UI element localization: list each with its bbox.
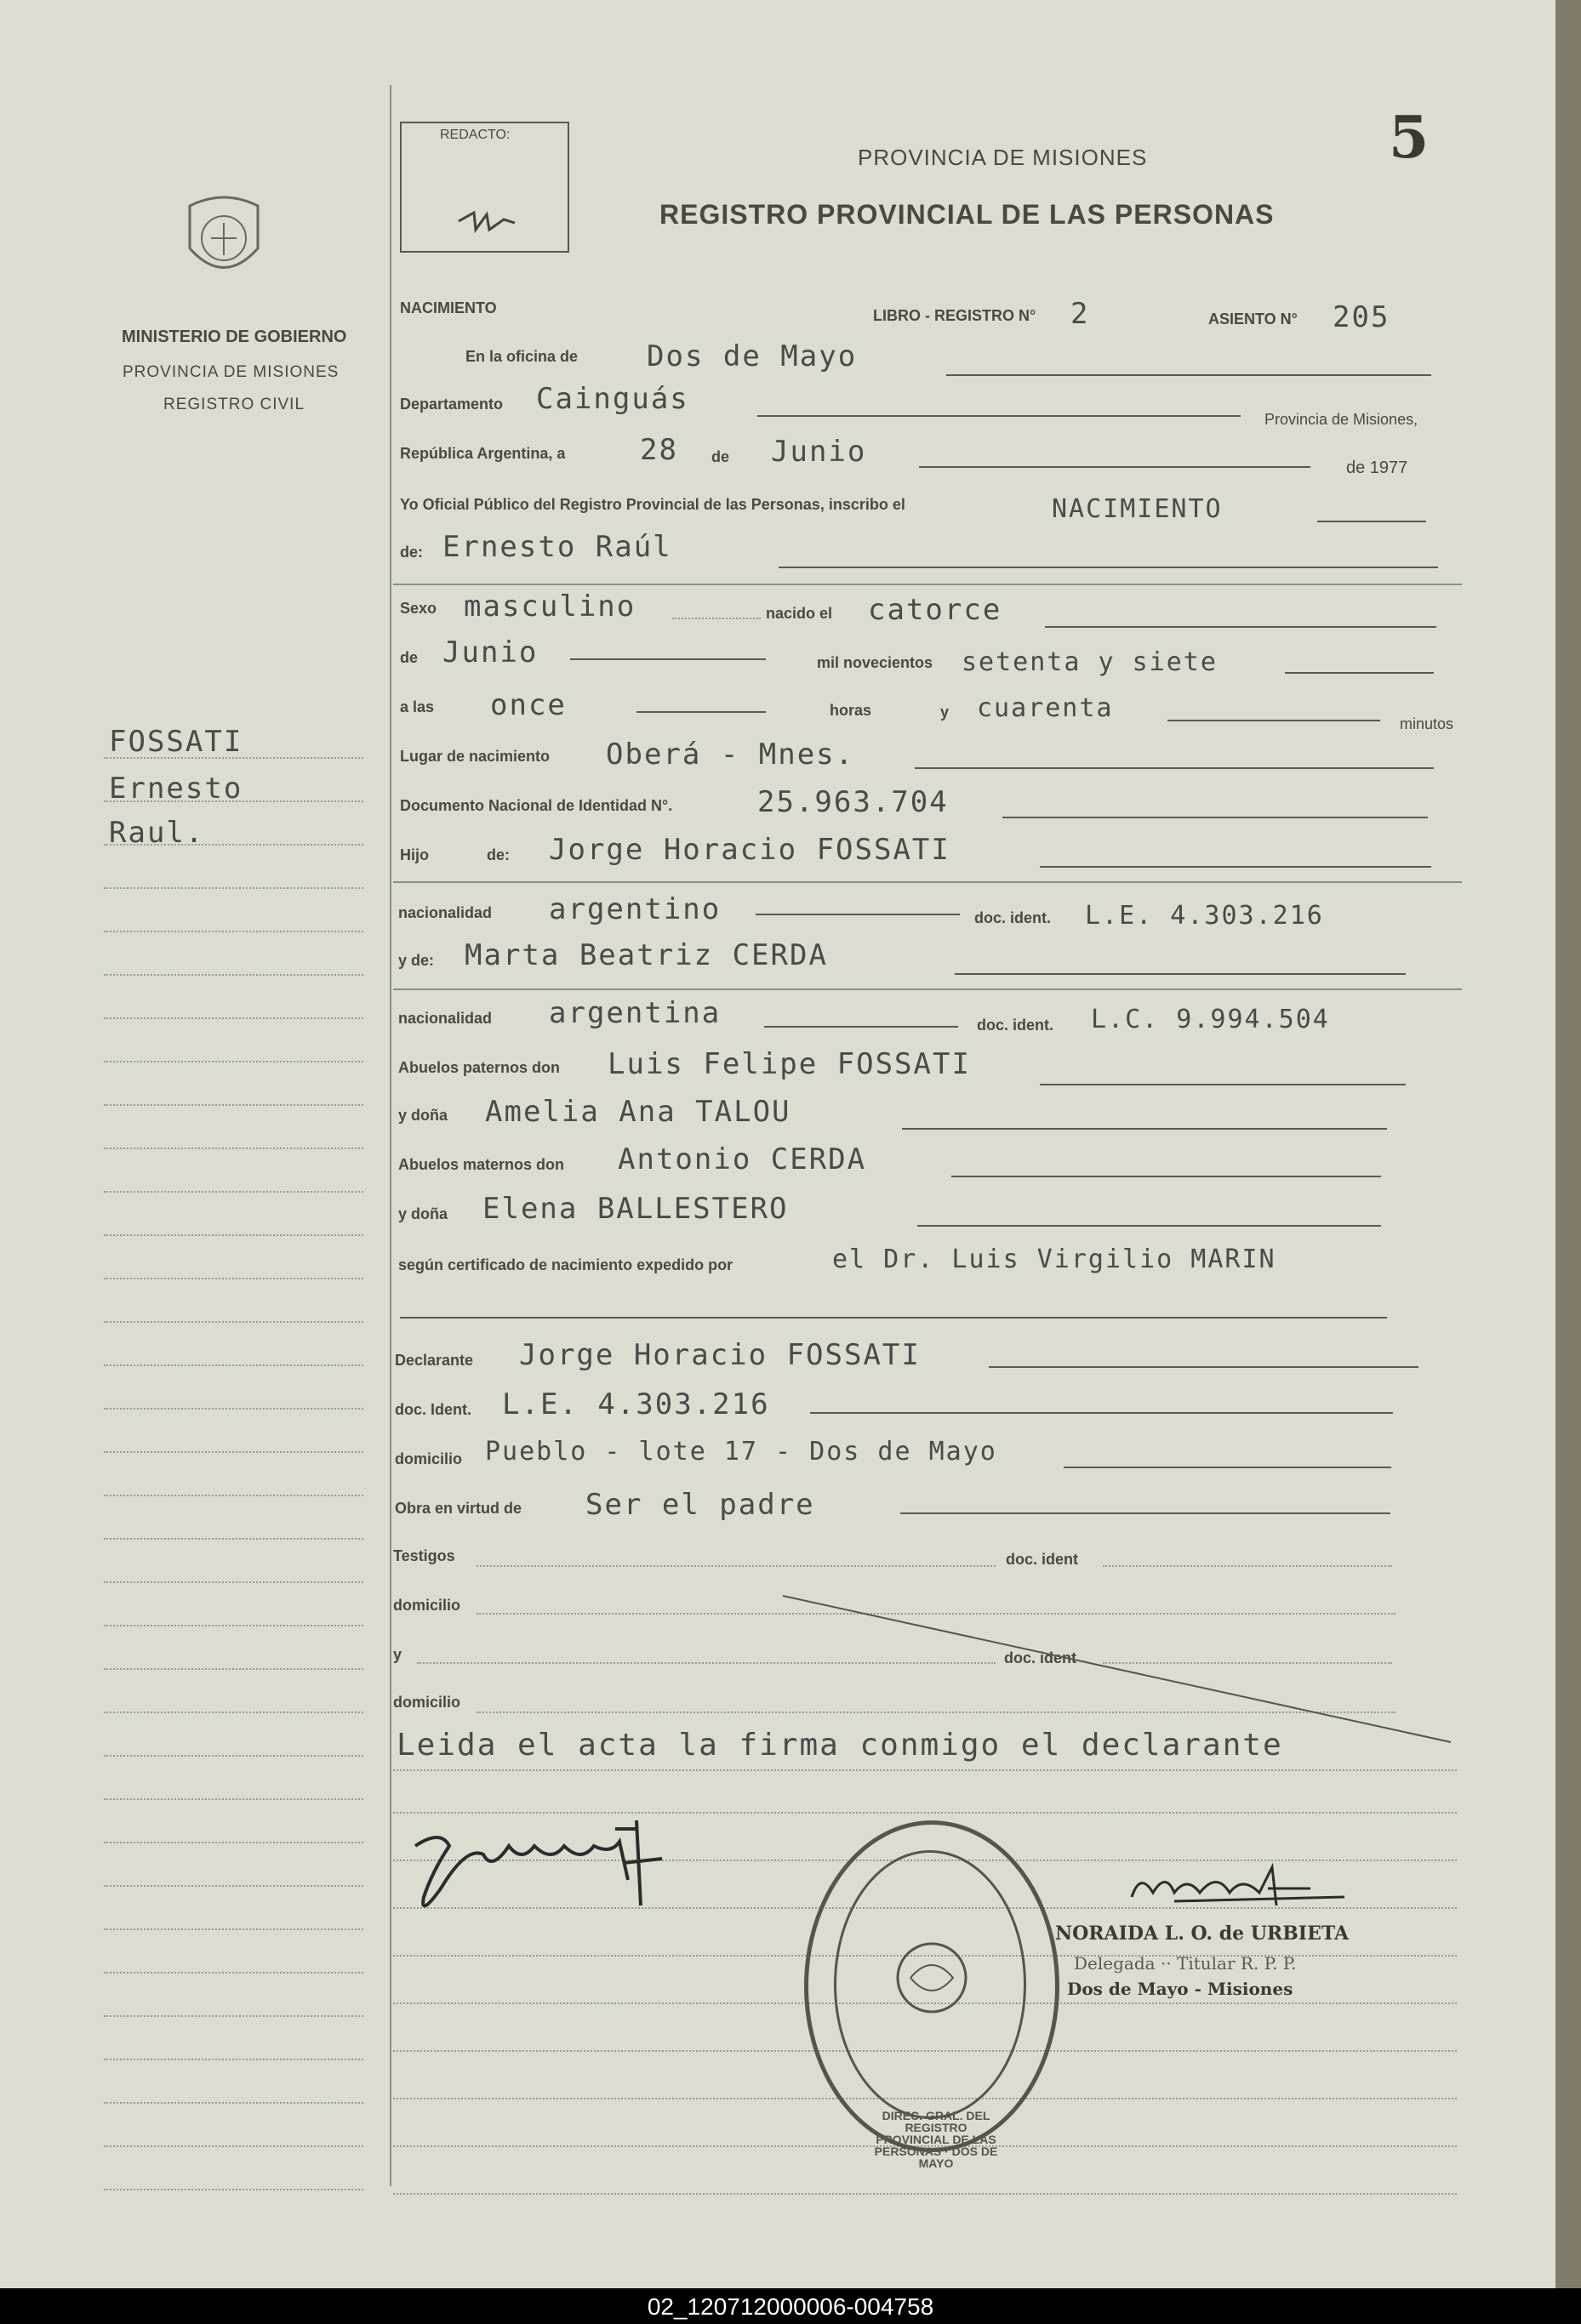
left-ruled-line [104, 1798, 363, 1800]
hijo-label: Hijo [400, 846, 429, 863]
obra-label: Obra en virtud de [395, 1500, 522, 1517]
left-ruled-line [104, 1712, 363, 1713]
declarant-signature-icon [407, 1812, 696, 1922]
testigos-label: Testigos [393, 1547, 455, 1564]
lugar-value: Oberá - Mnes. [606, 738, 855, 772]
ab-mat-value: Antonio CERDA [618, 1142, 867, 1176]
madre-nac-value: argentina [549, 996, 722, 1030]
testigos-domicilio-label-2: domicilio [393, 1694, 461, 1711]
page-edge [1555, 0, 1581, 2288]
strike-line [783, 1592, 1455, 1746]
dni-value: 25.963.704 [757, 785, 949, 819]
lugar-label: Lugar de nacimiento [400, 748, 551, 765]
leida-text: Leida el acta la firma conmigo el declarante [397, 1728, 1283, 1763]
official-name: NORAIDA L. O. de URBIETA [1055, 1922, 1350, 1945]
padre-doc-label: doc. ident. [974, 909, 1051, 926]
testigos-doc-label-2: doc. ident [1004, 1649, 1076, 1666]
padre-value: Jorge Horacio FOSSATI [549, 833, 950, 867]
footer-id: 02_120712000006-004758 [647, 2293, 934, 2320]
left-ruled-line [104, 1581, 363, 1583]
sexo-label: Sexo [400, 600, 437, 617]
left-ruled-line [104, 1842, 363, 1843]
left-ruled-line [104, 1451, 363, 1453]
left-ruled-line [104, 1495, 363, 1496]
asiento-value: 205 [1333, 300, 1390, 334]
asiento-label: ASIENTO N° [1208, 310, 1298, 328]
declarante-value: Jorge Horacio FOSSATI [519, 1338, 921, 1372]
libro-label: LIBRO - REGISTRO N° [873, 307, 1036, 324]
testigos-domicilio-label-1: domicilio [393, 1597, 461, 1614]
y-label: y [940, 703, 950, 721]
left-ruled-line [104, 1017, 363, 1019]
redacto-box [400, 122, 569, 253]
anio-nac-value: setenta y siete [962, 647, 1218, 677]
oficina-label: En la oficina de [465, 348, 579, 365]
left-ruled-line [104, 2059, 363, 2060]
y-dona-label-2: y doña [398, 1205, 448, 1222]
declarante-label: Declarante [395, 1352, 474, 1369]
province-crest-icon [177, 189, 271, 291]
left-ruled-line [104, 1668, 363, 1670]
margin-rule [390, 85, 391, 2186]
lower-ruled-line [393, 2193, 1457, 2195]
y-de-label: y de: [398, 952, 435, 969]
ab-mat-m-value: Elena BALLESTERO [482, 1192, 789, 1226]
domicilio-label: domicilio [395, 1450, 463, 1467]
segun-value: el Dr. Luis Virgilio MARIN [832, 1245, 1276, 1274]
oficina-value: Dos de Mayo [647, 339, 858, 373]
left-ruled-line [104, 1191, 363, 1193]
left-ruled-line [104, 1928, 363, 1930]
left-ruled-line [104, 1408, 363, 1410]
a-las-label: a las [400, 698, 435, 715]
left-ruled-line [104, 1364, 363, 1366]
departamento-value: Cainguás [536, 382, 689, 416]
padre-nac-label: nacionalidad [398, 904, 493, 921]
margin-firstname: Ernesto [109, 772, 243, 806]
dia-value: 28 [640, 433, 678, 467]
redacto-label: REDACTO: [440, 128, 511, 142]
official-signature-icon [1123, 1854, 1353, 1922]
departamento-label: Departamento [400, 396, 504, 413]
left-ruled-line [104, 1104, 363, 1106]
de-mes-label: de [400, 649, 419, 666]
madre-doc-label: doc. ident. [977, 1017, 1053, 1034]
record-type: NACIMIENTO [400, 299, 497, 316]
left-ruled-line [104, 2189, 363, 2190]
left-ruled-line [104, 1321, 363, 1323]
hora-value: once [490, 688, 567, 722]
header-province: PROVINCIA DE MISIONES [858, 145, 1148, 170]
header-registry: REGISTRO PROVINCIAL DE LAS PERSONAS [659, 199, 1275, 230]
obra-value: Ser el padre [585, 1488, 815, 1522]
official-role: Delegada ·· Titular R. P. P. [1074, 1953, 1297, 1974]
decl-doc-label: doc. Ident. [395, 1401, 471, 1418]
padre-doc-value: L.E. 4.303.216 [1085, 901, 1324, 931]
official-place: Dos de Mayo - Misiones [1067, 1979, 1293, 1999]
provincia-suffix: Provincia de Misiones, [1264, 411, 1418, 428]
ministry-civil: REGISTRO CIVIL [163, 396, 305, 413]
testigos-doc-label: doc. ident [1006, 1551, 1078, 1568]
segun-label: según certificado de nacimiento expedido por [398, 1256, 733, 1273]
libro-value: 2 [1070, 297, 1090, 331]
left-ruled-line [104, 2102, 363, 2104]
left-ruled-line [104, 1972, 363, 1974]
decl-doc-value: L.E. 4.303.216 [502, 1387, 770, 1421]
left-ruled-line [104, 1538, 363, 1540]
inscribo-value: NACIMIENTO [1052, 494, 1223, 524]
nacido-value: catorce [868, 593, 1002, 627]
mil-label: mil novecientos [817, 654, 933, 671]
registry-stamp [804, 1820, 1059, 2152]
yo-oficial-text: Yo Oficial Público del Registro Provincial de las Personas, inscribo el [400, 496, 905, 513]
ministry-province: PROVINCIA DE MISIONES [123, 363, 340, 381]
minutos-value: cuarenta [977, 693, 1114, 723]
redacto-initials-icon [457, 204, 517, 238]
ab-pat-label: Abuelos paternos don [398, 1059, 561, 1076]
left-ruled-line [104, 1755, 363, 1757]
nacido-label: nacido el [766, 605, 833, 622]
left-ruled-line [104, 1278, 363, 1279]
madre-doc-value: L.C. 9.994.504 [1091, 1005, 1330, 1034]
de-name-label: de: [400, 544, 423, 561]
ab-pat-m-value: Amelia Ana TALOU [485, 1095, 791, 1129]
dni-label: Documento Nacional de Identidad N°. [400, 797, 673, 814]
left-ruled-line [104, 974, 363, 976]
page-number: 5 [1389, 104, 1430, 172]
madre-nac-label: nacionalidad [398, 1010, 493, 1027]
left-ruled-line [104, 1148, 363, 1149]
stamp-text: DIREC. GRAL. DEL REGISTRO PROVINCIAL DE LAS PERSONAS · DOS DE MAYO [874, 2109, 998, 2170]
ab-mat-label: Abuelos maternos don [398, 1156, 565, 1173]
left-ruled-line [104, 1625, 363, 1626]
left-ruled-line [104, 2145, 363, 2147]
madre-value: Marta Beatriz CERDA [465, 938, 828, 972]
mes-value: Junio [771, 435, 867, 469]
nombre-value: Ernesto Raúl [442, 530, 672, 564]
margin-surname: FOSSATI [109, 725, 243, 759]
left-ruled-line [104, 1234, 363, 1236]
footer-bar [0, 2288, 1581, 2324]
ab-pat-value: Luis Felipe FOSSATI [608, 1047, 971, 1081]
left-ruled-line [104, 1061, 363, 1062]
anio-label: de 1977 [1346, 459, 1408, 477]
minutos-label: minutos [1400, 715, 1454, 732]
ministry-title: MINISTERIO DE GOBIERNO [122, 328, 347, 346]
horas-label: horas [830, 702, 872, 719]
left-ruled-line [104, 931, 363, 932]
margin-secondname: Raul. [109, 816, 205, 850]
left-ruled-line [104, 887, 363, 889]
domicilio-value: Pueblo - lote 17 - Dos de Mayo [485, 1437, 997, 1467]
mes-nac-value: Junio [442, 635, 539, 669]
left-ruled-line [104, 1885, 363, 1887]
hijo-de-label: de: [487, 846, 510, 863]
sexo-value: masculino [464, 590, 636, 624]
stamp-emblem-icon [885, 1927, 979, 2029]
y-dona-label-1: y doña [398, 1107, 448, 1124]
padre-nac-value: argentino [549, 892, 722, 926]
republica-label: República Argentina, a [400, 445, 566, 462]
y-small-label: y [393, 1646, 402, 1663]
left-ruled-line [104, 2015, 363, 2017]
de-label: de [711, 448, 730, 465]
